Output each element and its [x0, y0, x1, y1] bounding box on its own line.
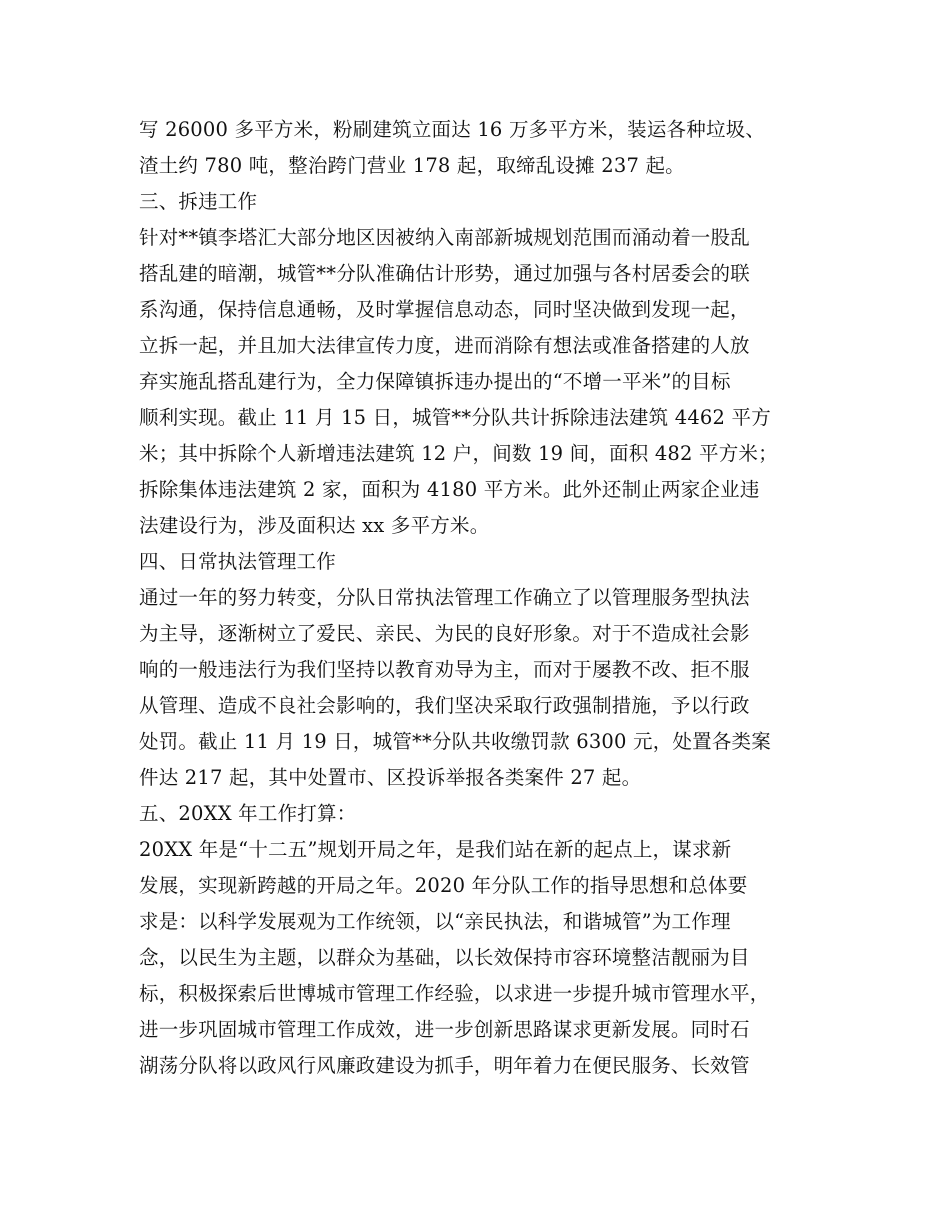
text-line: 顺利实现。截止 11 月 15 日，城管**分队共计拆除违法建筑 4462 平方: [139, 406, 771, 429]
text-line: 搭乱建的暗潮，城管**分队准确估计形势，通过加强与各村居委会的联: [139, 262, 750, 285]
text-line: 写 26000 多平方米，粉刷建筑立面达 16 万多平方米，装运各种垃圾、: [139, 118, 766, 141]
text-line: 响的一般违法行为我们坚持以教育劝导为主，而对于屡教不改、拒不服: [139, 658, 750, 681]
text-line: 处罚。截止 11 月 19 日，城管**分队共收缴罚款 6300 元，处置各类案: [139, 730, 771, 753]
text-line: 件达 217 起，其中处置市、区投诉举报各类案件 27 起。: [139, 766, 642, 789]
text-line: 20XX 年是“十二五”规划开局之年，是我们站在新的起点上，谋求新: [139, 838, 732, 861]
text-line: 求是：以科学发展观为工作统领，以“亲民执法，和谐城管”为工作理: [139, 910, 731, 933]
section-heading-demolition: 三、拆违工作: [139, 190, 258, 213]
section-heading-daily-enforcement: 四、日常执法管理工作: [139, 550, 337, 573]
text-line: 弃实施乱搭乱建行为，全力保障镇拆违办提出的“不增一平米”的目标: [139, 370, 731, 393]
text-line: 渣土约 780 吨，整治跨门营业 178 起，取缔乱设摊 237 起。: [139, 154, 685, 177]
text-line: 进一步巩固城市管理工作成效，进一步创新思路谋求更新发展。同时石: [139, 1018, 750, 1041]
text-line: 从管理、造成不良社会影响的，我们坚决采取行政强制措施，予以行政: [139, 694, 750, 717]
text-line: 拆除集体违法建筑 2 家，面积为 4180 平方米。此外还制止两家企业违: [139, 478, 760, 501]
text-line: 立拆一起，并且加大法律宣传力度，进而消除有想法或准备搭建的人放: [139, 334, 750, 357]
text-line: 湖荡分队将以政风行风廉政建设为抓手，明年着力在便民服务、长效管: [139, 1054, 750, 1077]
text-line: 通过一年的努力转变，分队日常执法管理工作确立了以管理服务型执法: [139, 586, 750, 609]
text-line: 发展，实现新跨越的开局之年。2020 年分队工作的指导思想和总体要: [139, 874, 748, 897]
text-line: 米；其中拆除个人新增违法建筑 12 户，间数 19 间，面积 482 平方米；: [139, 442, 778, 465]
text-line: 针对**镇李塔汇大部分地区因被纳入南部新城规划范围而涌动着一股乱: [139, 226, 750, 249]
section-heading-work-plan: 五、20XX 年工作打算：: [139, 802, 357, 825]
text-line: 标，积极探索后世博城市管理工作经验，以求进一步提升城市管理水平，: [139, 982, 770, 1005]
text-line: 系沟通，保持信息通畅，及时掌握信息动态，同时坚决做到发现一起，: [139, 298, 750, 321]
text-line: 为主导，逐渐树立了爱民、亲民、为民的良好形象。对于不造成社会影: [139, 622, 750, 645]
text-line: 念，以民生为主题，以群众为基础，以长效保持市容环境整洁靓丽为目: [139, 946, 750, 969]
document-body: [139, 112, 839, 1084]
text-line: 法建设行为，涉及面积达 xx 多平方米。: [139, 514, 490, 537]
